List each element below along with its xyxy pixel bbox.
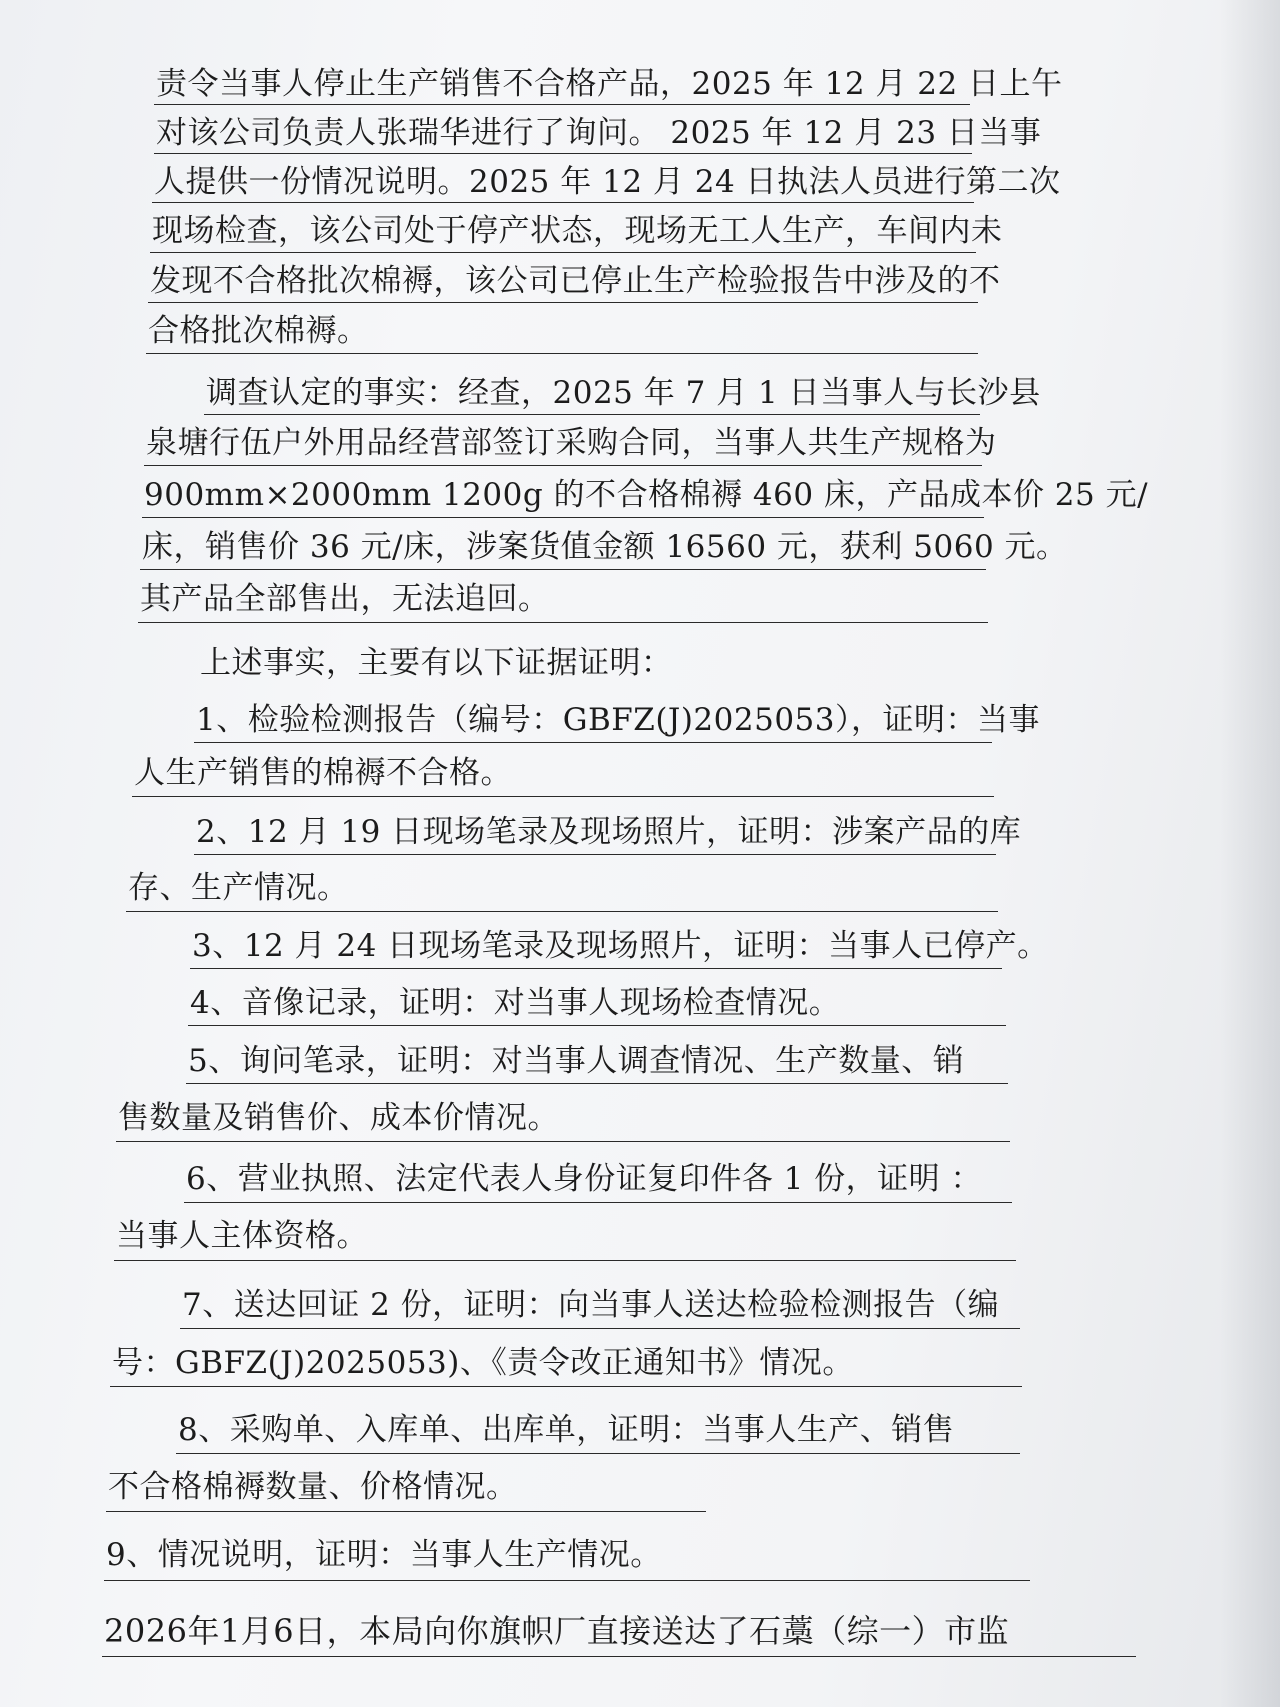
underline: [102, 1656, 1136, 1657]
underline: [146, 353, 978, 354]
underline: [184, 1202, 1012, 1203]
text-line: 2、12 月 19 日现场笔录及现场照片，证明：涉案产品的库: [196, 814, 1022, 850]
text-line: 售数量及销售价、成本价情况。: [118, 1100, 559, 1136]
text-line: 泉塘行伍户外用品经营部签订采购合同，当事人共生产规格为: [146, 425, 997, 461]
underline: [148, 302, 978, 303]
text-line: 当事人主体资格。: [116, 1218, 368, 1254]
text-line: 2026年1月6日，本局向你旗帜厂直接送达了石藁（综一）市监: [104, 1612, 1010, 1650]
underline: [194, 854, 996, 855]
text-line: 床，销售价 36 元/床，涉案货值金额 16560 元，获利 5060 元。: [142, 529, 1068, 565]
underline: [138, 622, 988, 623]
underline: [116, 1141, 1010, 1142]
underline: [152, 202, 974, 203]
underline: [132, 796, 994, 797]
text-line: 4、音像记录，证明：对当事人现场检查情况。: [190, 985, 841, 1021]
underline: [104, 1580, 1030, 1581]
text-line: 6、营业执照、法定代表人身份证复印件各 1 份，证明 ：: [186, 1161, 983, 1197]
underline: [154, 104, 970, 105]
text-line: 对该公司负责人张瑞华进行了询问。 2025 年 12 月 23 日当事: [156, 115, 1042, 151]
text-line: 现场检查，该公司处于停产状态，现场无工人生产，车间内未: [152, 213, 1003, 249]
underline: [142, 517, 984, 518]
underline: [150, 252, 976, 253]
text-line: 调查认定的事实：经查，2025 年 7 月 1 日当事人与长沙县: [206, 375, 1041, 411]
text-line: 发现不合格批次棉褥，该公司已停止生产检验报告中涉及的不: [150, 263, 1001, 299]
underline: [176, 1453, 1020, 1454]
text-line: 存、生产情况。: [128, 870, 349, 906]
text-line: 9、情况说明，证明：当事人生产情况。: [106, 1537, 662, 1573]
underline: [194, 742, 992, 743]
underline: [186, 1083, 1008, 1084]
text-line: 上述事实，主要有以下证据证明：: [200, 645, 673, 681]
text-line: 人提供一份情况说明。2025 年 12 月 24 日执法人员进行第二次: [154, 164, 1061, 200]
text-line: 号：GBFZ(J)2025053)、《责令改正通知书》情况。: [112, 1345, 854, 1381]
text-line: 5、询问笔录，证明：对当事人调查情况、生产数量、销: [188, 1043, 965, 1079]
underline: [204, 414, 980, 415]
text-line: 8、采购单、入库单、出库单，证明：当事人生产、销售: [178, 1412, 955, 1448]
underline: [114, 1260, 1016, 1261]
underline: [154, 153, 972, 154]
underline: [110, 1386, 1022, 1387]
text-line: 人生产销售的棉褥不合格。: [134, 755, 512, 791]
underline: [140, 569, 986, 570]
text-line: 不合格棉褥数量、价格情况。: [108, 1469, 518, 1505]
page-edge-shadow: [1220, 0, 1280, 1707]
underline: [188, 1025, 1006, 1026]
underline: [144, 465, 982, 466]
text-line: 3、12 月 24 日现场笔录及现场照片，证明：当事人已停产。: [192, 928, 1049, 964]
text-line: 责令当事人停止生产销售不合格产品，2025 年 12 月 22 日上午: [156, 66, 1063, 102]
text-line: 合格批次棉褥。: [148, 313, 369, 349]
underline: [180, 1328, 1020, 1329]
underline: [106, 1511, 706, 1512]
text-line: 7、送达回证 2 份，证明：向当事人送达检验检测报告（编: [182, 1287, 1000, 1323]
text-line: 其产品全部售出，无法追回。: [140, 581, 550, 617]
underline: [190, 968, 1002, 969]
underline: [126, 911, 998, 912]
text-line: 900mm×2000mm 1200g 的不合格棉褥 460 床，产品成本价 25 元/: [144, 477, 1149, 513]
text-line: 1、检验检测报告（编号：GBFZ(J)2025053），证明：当事: [196, 702, 1040, 738]
